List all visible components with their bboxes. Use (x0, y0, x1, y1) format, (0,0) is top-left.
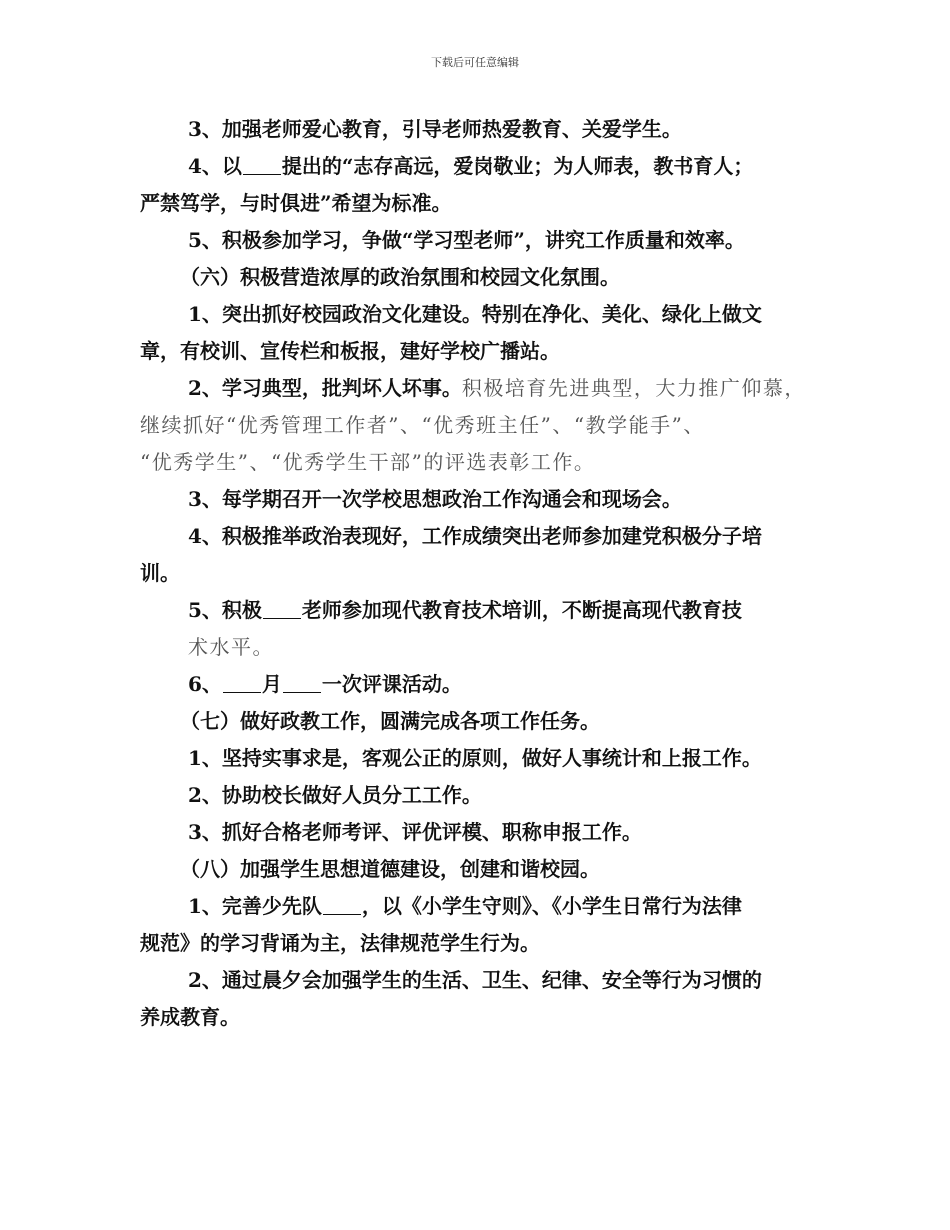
text-run: 2、学习典型，批判坏人坏事。 (188, 376, 462, 400)
paragraph-line (140, 592, 820, 629)
document-body (140, 111, 820, 1036)
page-header: 下载后可任意编辑 (431, 56, 519, 69)
paragraph-line: 4、积极推举政治表现好，工作成绩突出老师参加建党积极分子培 (188, 524, 762, 548)
paragraph-line (140, 148, 820, 185)
paragraph-line: 3、每学期召开一次学校思想政治工作沟通会和现场会。 (188, 487, 682, 511)
text-run-light: 积极培育先进典型，大力推广仰慕， (461, 376, 806, 400)
paragraph-line: 严禁笃学，与时俱进”希望为标准。 (140, 191, 452, 215)
paragraph-line: 章，有校训、宣传栏和板报，建好学校广播站。 (140, 339, 560, 363)
text-run: 老师参加现代教育技术培训，不断提高现代教育技 (301, 598, 742, 622)
blank-underline (223, 672, 261, 693)
section-heading: （八）加强学生思想道德建设，创建和谐校园。 (180, 857, 600, 881)
text-run: 6、 (188, 672, 222, 696)
text-run: 4、以 (188, 154, 242, 178)
paragraph-line: 2、协助校长做好人员分工工作。 (188, 783, 482, 807)
blank-underline (283, 672, 321, 693)
paragraph-line: 继续抓好“优秀管理工作者”、“优秀班主任”、“教学能手”、 (140, 413, 705, 437)
text-run: 一次评课活动。 (321, 672, 462, 696)
paragraph-line: 养成教育。 (140, 1005, 240, 1029)
paragraph-line (140, 370, 820, 407)
paragraph-line: 术水平。 (188, 635, 274, 659)
text-run: 提出的“志存高远，爱岗敬业；为人师表，教书育人； (281, 154, 754, 178)
paragraph-line: 训。 (140, 561, 180, 585)
paragraph-line (140, 666, 820, 703)
paragraph-line (140, 888, 820, 925)
text-run: 1、完善少先队 (188, 894, 322, 918)
paragraph-line: 5、积极参加学习，争做“学习型老师”，讲究工作质量和效率。 (188, 228, 745, 252)
paragraph-line: 3、抓好合格老师考评、评优评模、职称申报工作。 (188, 820, 642, 844)
paragraph-line: 规范》的学习背诵为主，法律规范学生行为。 (140, 931, 540, 955)
text-run: 月 (261, 672, 282, 696)
paragraph-line: “优秀学生”、“优秀学生干部”的评选表彰工作。 (140, 450, 596, 474)
text-run: 5、积极 (188, 598, 262, 622)
paragraph-line: 1、突出抓好校园政治文化建设。特别在净化、美化、绿化上做文 (188, 302, 762, 326)
section-heading: （七）做好政教工作，圆满完成各项工作任务。 (180, 709, 600, 733)
paragraph-line: 2、通过晨夕会加强学生的生活、卫生、纪律、安全等行为习惯的 (188, 968, 762, 992)
paragraph-line: 1、坚持实事求是，客观公正的原则，做好人事统计和上报工作。 (188, 746, 762, 770)
blank-underline (243, 154, 281, 175)
text-run: ，以《小学生守则》、《小学生日常行为法律 (361, 894, 742, 918)
section-heading: （六）积极营造浓厚的政治氛围和校园文化氛围。 (180, 265, 620, 289)
paragraph-line: 3、加强老师爱心教育，引导老师热爱教育、关爱学生。 (188, 117, 682, 141)
blank-underline (263, 598, 301, 619)
blank-underline (323, 894, 361, 915)
